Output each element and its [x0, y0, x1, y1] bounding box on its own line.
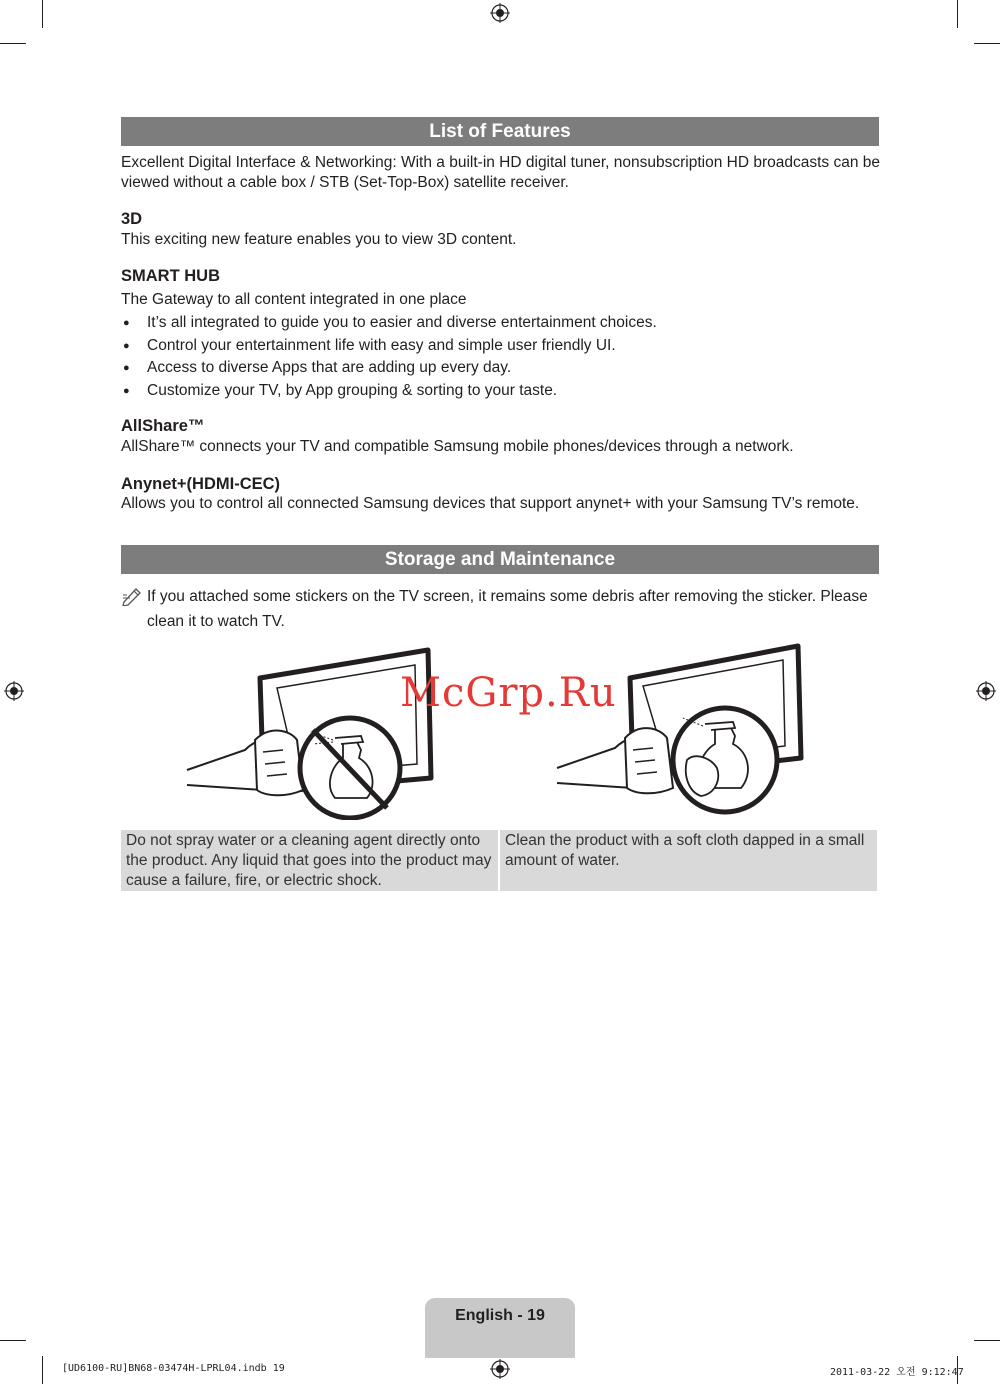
page-number-tab: English - 19 — [425, 1298, 575, 1358]
registration-mark-icon — [976, 681, 996, 701]
section-title-storage: Storage and Maintenance — [121, 545, 879, 574]
heading-anynet: Anynet+(HDMI-CEC) — [121, 475, 281, 493]
crop-mark — [0, 43, 26, 44]
smart-hub-bullet-list — [121, 312, 657, 402]
clean-with-cloth-illustration — [555, 640, 855, 820]
list-item: ● Access to diverse Apps that are adding up every day. — [121, 357, 657, 380]
caption-do-not-spray: Do not spray water or a cleaning agent directly onto the product. Any liquid that goes into the product may cause a failure, fire, or electric shock. — [121, 830, 498, 891]
watermark-text: McGrp.Ru — [400, 670, 617, 716]
features-intro: Excellent Digital Interface & Networking: With a built-in HD digital tuner, nonsubscription HD broadcasts can be viewed without a cable box / STB (Set-Top-Box) satellite receiver. — [121, 154, 881, 191]
registration-mark-icon — [490, 3, 510, 23]
registration-mark-icon — [4, 681, 24, 701]
do-not-spray-illustration — [185, 640, 485, 820]
body-smart-hub: The Gateway to all content integrated in one place — [121, 291, 467, 308]
caption-clean-with-cloth: Clean the product with a soft cloth dapped in a small amount of water. — [500, 830, 877, 891]
section-title-features: List of Features — [121, 117, 879, 146]
note-pencil-icon — [121, 584, 145, 606]
heading-smart-hub: SMART HUB — [121, 267, 220, 285]
crop-mark — [42, 0, 43, 28]
registration-mark-icon — [490, 1359, 510, 1379]
slug-file-info: [UD6100-RU]BN68-03474H-LPRL04.indb 19 — [62, 1363, 285, 1374]
crop-mark — [974, 43, 1000, 44]
body-anynet: Allows you to control all connected Samsung devices that support anynet+ with your Samsung TV’s remote. — [121, 495, 860, 512]
storage-note: If you attached some stickers on the TV screen, it remains some debris after removing the sticker. Please clean it to watch TV. — [147, 588, 868, 630]
slug-timestamp: 2011-03-22 오전 9:12:47 — [830, 1367, 964, 1378]
crop-mark — [974, 1340, 1000, 1341]
crop-mark — [42, 1356, 43, 1384]
list-item: ● Control your entertainment life with easy and simple user friendly UI. — [121, 335, 657, 358]
crop-mark — [0, 1340, 26, 1341]
list-item: ● Customize your TV, by App grouping & sorting to your taste. — [121, 380, 657, 403]
body-3d: This exciting new feature enables you to view 3D content. — [121, 231, 517, 248]
list-item: ● It’s all integrated to guide you to easier and diverse entertainment choices. — [121, 312, 657, 335]
crop-mark — [957, 0, 958, 28]
heading-allshare: AllShare™ — [121, 417, 205, 435]
heading-3d: 3D — [121, 210, 143, 228]
body-allshare: AllShare™ connects your TV and compatible Samsung mobile phones/devices through a network. — [121, 438, 794, 455]
